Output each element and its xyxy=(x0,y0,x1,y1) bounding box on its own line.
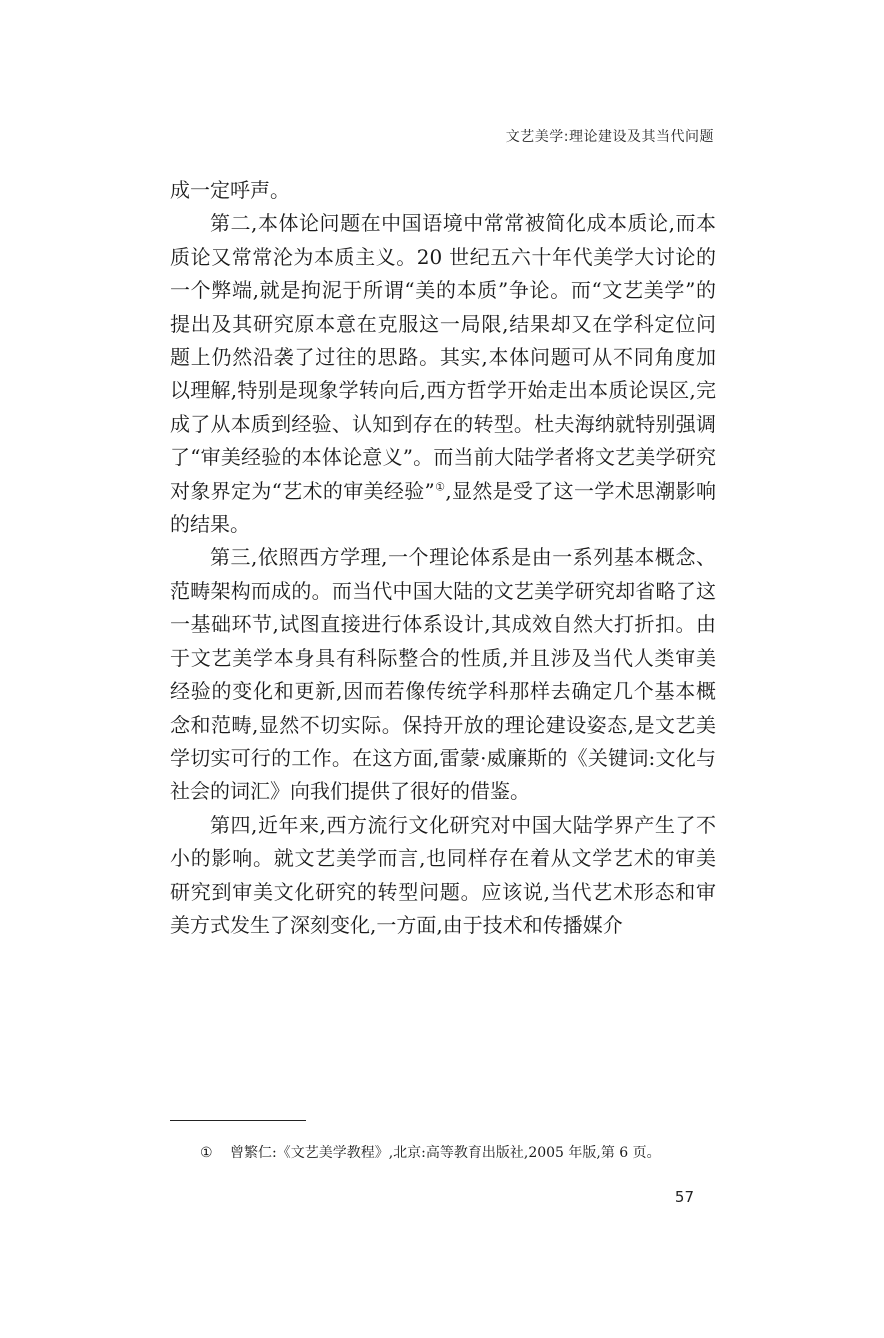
paragraph-continuation: 成一定呼声。 xyxy=(170,178,290,202)
footnote xyxy=(200,1142,720,1164)
footnote-text: 曾繁仁:《文艺美学教程》,北京:高等教育出版社,2005 年版,第 6 页。 xyxy=(230,1145,661,1161)
footnote-divider xyxy=(170,1120,306,1121)
paragraph-second-text: 第二,本体论问题在中国语境中常常被简化成本质论,而本质论又常常沦为本质主义。20 世纪五六十年代美学大讨论的一个弊端,就是拘泥于所谓“美的本质”争论。而“文艺美学”的提出及其研究原本意在克服这一局限,结果却又在学科定位问题上仍然沿袭了过往的思路。其实,本体问题可从不同角度加以理解,特别是现象学转向后,西方哲学开始走出本质论误区,完成了从本质到经验、认知到存在的转型。杜夫海纳就特别强调了“审美经验的本体论意义”。而当前大陆学者将文艺美学研究对象界定为“艺术的审美经验” xyxy=(170,211,716,503)
page-number: 57 xyxy=(674,1188,694,1206)
paragraph-fourth: 第四,近年来,西方流行文化研究对中国大陆学界产生了不小的影响。就文艺美学而言,也同样存在着从文学艺术的审美研究到审美文化研究的转型问题。应该说,当代艺术形态和审美方式发生了深刻变化,一方面,由于技术和传播媒介 xyxy=(170,812,716,937)
footnote-reference[interactable]: ① xyxy=(434,480,446,493)
paragraph-second xyxy=(170,207,716,541)
footnote-mark: ① xyxy=(200,1145,213,1161)
paragraph-third: 第三,依照西方学理,一个理论体系是由一系列基本概念、范畴架构而成的。而当代中国大陆的文艺美学研究却省略了这一基础环节,试图直接进行体系设计,其成效自然大打折扣。由于文艺美学本身具有科际整合的性质,并且涉及当代人类审美经验的变化和更新,因而若像传统学科那样去确定几个基本概念和范畴,显然不切实际。保持开放的理论建设姿态,是文艺美学切实可行的工作。在这方面,雷蒙·威廉斯的《关键词:文化与社会的词汇》向我们提供了很好的借鉴。 xyxy=(170,545,716,804)
running-header: 文艺美学:理论建设及其当代问题 xyxy=(505,129,714,145)
body-text xyxy=(170,174,716,942)
paragraph-second-tail: ,显然是受了这一学术思潮影响的结果。 xyxy=(170,478,716,537)
